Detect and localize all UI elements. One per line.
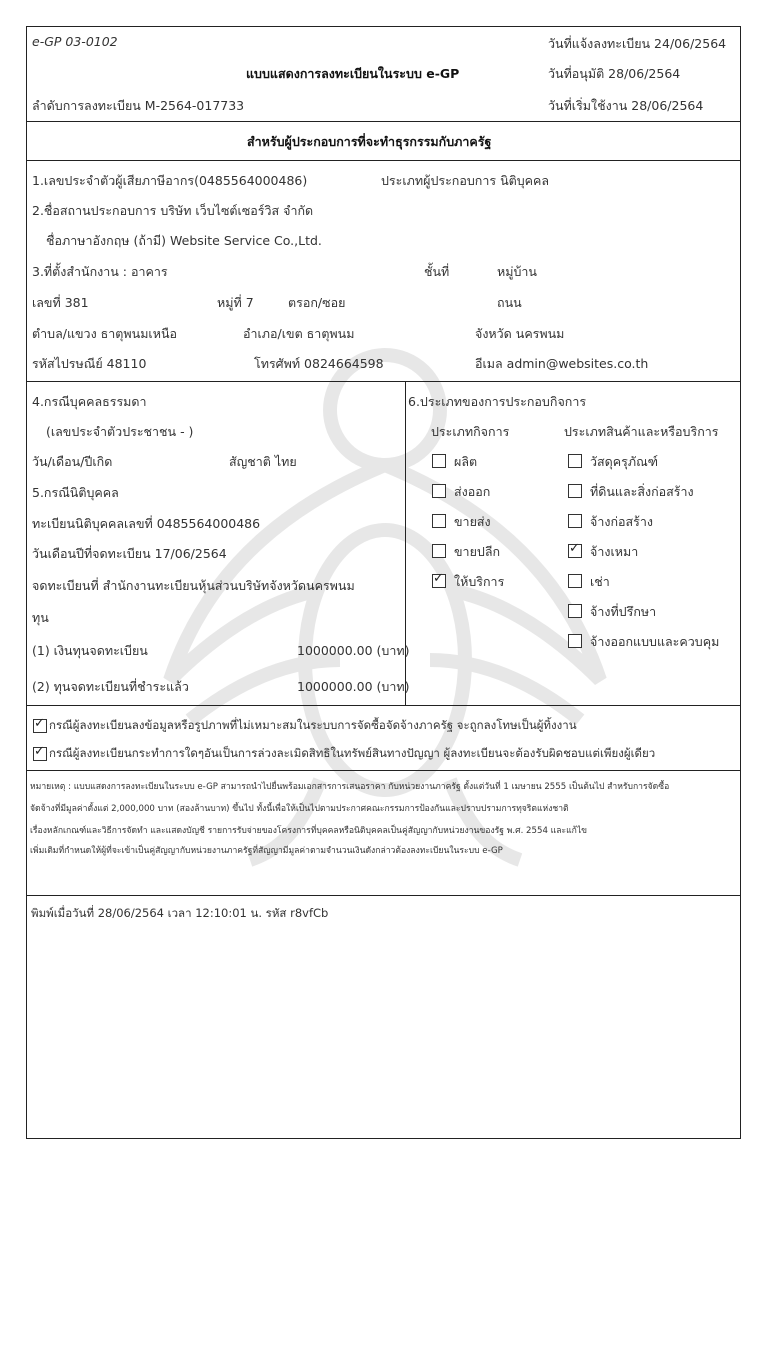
- checkbox-label: ให้บริการ: [454, 574, 505, 589]
- subdistrict: ตำบล/แขวง ธาตุพนมเหนือ: [32, 326, 177, 341]
- province: จังหวัด นครพนม: [475, 326, 565, 341]
- company-name-th: 2.ชื่อสถานประกอบการ บริษัท เว็บไซต์เซอร์วิส จำกัด: [32, 203, 314, 218]
- divider: [26, 160, 741, 161]
- checkbox-design-supervision[interactable]: [568, 634, 582, 648]
- divider: [26, 895, 741, 896]
- checkbox-contract-hire[interactable]: [568, 541, 582, 558]
- checkbox-label: วัสดุครุภัณฑ์: [590, 454, 659, 469]
- paid-capital-value: 1000000.00 (บาท): [297, 679, 410, 694]
- printed-timestamp: พิมพ์เมื่อวันที่ 28/06/2564 เวลา 12:10:01 น. รหัส r8vfCb: [31, 906, 329, 920]
- checkbox-label: จ้างเหมา: [590, 544, 639, 559]
- check-mark-icon: ✓: [433, 571, 444, 586]
- checkbox-service[interactable]: [432, 571, 446, 588]
- company-name-en: ชื่อภาษาอังกฤษ (ถ้ามี) Website Service Co.,Ltd.: [46, 233, 322, 248]
- divider: [26, 121, 741, 122]
- registered-capital-value: 1000000.00 (บาท): [297, 643, 410, 658]
- registered-capital-label: (1) เงินทุนจดทะเบียน: [32, 643, 148, 658]
- birth-date: วัน/เดือน/ปีเกิด: [32, 454, 113, 469]
- checkbox-land-building[interactable]: [568, 484, 582, 498]
- id-card: (เลขประจำตัวประชาชน - ): [46, 424, 194, 439]
- product-type-header: ประเภทสินค้าและหรือบริการ: [564, 424, 719, 439]
- district: อำเภอ/เขต ธาตุพนม: [243, 326, 355, 341]
- paid-capital-label: (2) ทุนจดทะเบียนที่ชำระแล้ว: [32, 679, 189, 694]
- postcode: รหัสไปรษณีย์ 48110: [32, 356, 147, 371]
- divider: [26, 705, 741, 706]
- divider: [26, 770, 741, 771]
- section-title: สำหรับผู้ประกอบการที่จะทำธุรกรรมกับภาครัฐ: [247, 134, 492, 149]
- checkbox-supplies[interactable]: [568, 454, 582, 468]
- checkbox-label: ขายปลีก: [454, 544, 501, 559]
- soi: ตรอก/ซอย: [288, 295, 346, 310]
- check-mark-icon: ✓: [34, 716, 45, 731]
- juristic-reg-no: ทะเบียนนิติบุคคลเลขที่ 0485564000486: [32, 516, 261, 531]
- village: หมู่บ้าน: [497, 264, 537, 279]
- start-date: วันที่เริ่มใช้งาน 28/06/2564: [548, 98, 704, 113]
- checkbox-construction[interactable]: [568, 514, 582, 528]
- check-mark-icon: ✓: [569, 541, 580, 556]
- juristic-reg-place: จดทะเบียนที่ สำนักงานทะเบียนหุ้นส่วนบริษัทจังหวัดนครพนม: [32, 578, 355, 593]
- checkbox-export[interactable]: [432, 484, 446, 498]
- checkbox-label: จ้างออกแบบและควบคุม: [590, 634, 720, 649]
- checkbox-retail[interactable]: [432, 544, 446, 558]
- checkbox-declaration-1[interactable]: [33, 716, 47, 733]
- check-mark-icon: ✓: [34, 744, 45, 759]
- doc-code: e-GP 03-0102: [32, 34, 118, 49]
- capital-label: ทุน: [32, 610, 49, 625]
- road: ถนน: [497, 295, 522, 310]
- approve-date: วันที่อนุมัติ 28/06/2564: [548, 66, 681, 81]
- checkbox-declaration-2[interactable]: [33, 744, 47, 761]
- remark-line: เรื่องหลักเกณฑ์และวิธีการจัดทำ และแสดงบัญชี รายการรับจ่ายของโครงการที่บุคคลหรือนิติบุคคลเป็นคู่สัญญากับหน่วยงานของรัฐ พ.ศ. 2554 และแก้ไข: [30, 826, 588, 836]
- checkbox-label: ผลิต: [454, 454, 478, 469]
- checkbox-label: ที่ดินและสิ่งก่อสร้าง: [590, 484, 694, 499]
- checkbox-manufacture[interactable]: [432, 454, 446, 468]
- declaration-text: กรณีผู้ลงทะเบียนลงข้อมูลหรือรูปภาพที่ไม่เหมาะสมในระบบการจัดซื้อจัดจ้างภาครัฐ จะถูกลงโทษเป็นผู้ทิ้งงาน: [49, 718, 577, 732]
- checkbox-consultant[interactable]: [568, 604, 582, 618]
- checkbox-rental[interactable]: [568, 574, 582, 588]
- moo: หมู่ที่ 7: [217, 295, 254, 310]
- juristic-title: 5.กรณีนิติบุคคล: [32, 485, 119, 500]
- checkbox-label: ส่งออก: [454, 484, 491, 499]
- remark-line: จัดจ้างที่มีมูลค่าตั้งแต่ 2,000,000 บาท (สองล้านบาท) ขึ้นไป ทั้งนี้เพื่อให้เป็นไปตามประกาศคณะกรรมการป้องกันและปราบปรามการทุจริตแห่งชาติ: [30, 804, 569, 814]
- divider: [26, 381, 741, 382]
- remark-line: เพิ่มเติมที่กำหนดให้ผู้ที่จะเข้าเป็นคู่สัญญากับหน่วยงานภาครัฐที่สัญญามีมูลค่าตามจำนวนเงินดังกล่าวต้องลงทะเบียนในระบบ e-GP: [30, 846, 503, 856]
- checkbox-wholesale[interactable]: [432, 514, 446, 528]
- checkbox-label: จ้างที่ปรึกษา: [590, 604, 657, 619]
- registration-number: ลำดับการลงทะเบียน M-2564-017733: [32, 98, 245, 113]
- juristic-reg-date: วันเดือนปีที่จดทะเบียน 17/06/2564: [32, 546, 227, 561]
- email: อีเมล admin@websites.co.th: [475, 356, 649, 371]
- form-title: แบบแสดงการลงทะเบียนในระบบ e-GP: [246, 66, 460, 81]
- house-number: เลขที่ 381: [32, 295, 89, 310]
- business-title: 6.ประเภทของการประกอบกิจการ: [408, 394, 587, 409]
- checkbox-label: จ้างก่อสร้าง: [590, 514, 653, 529]
- phone: โทรศัพท์ 0824664598: [254, 356, 384, 371]
- checkbox-label: ขายส่ง: [454, 514, 491, 529]
- floor: ชั้นที่: [424, 264, 450, 279]
- business-type-header: ประเภทกิจการ: [431, 424, 510, 439]
- remark-line: หมายเหตุ : แบบแสดงการลงทะเบียนในระบบ e-GP สามารถนำไปยื่นพร้อมเอกสารการเสนอราคา กับหน่วยงานภาครัฐ ตั้งแต่วันที่ 1 เมษายน 2555 เป็นต้นไป สำหรับการจัดซื้อ: [30, 782, 670, 792]
- operator-type: ประเภทผู้ประกอบการ นิติบุคคล: [381, 173, 550, 188]
- notify-date: วันที่แจ้งลงทะเบียน 24/06/2564: [548, 36, 727, 51]
- nationality: สัญชาติ ไทย: [229, 454, 297, 469]
- checkbox-label: เช่า: [590, 574, 610, 589]
- declaration-text: กรณีผู้ลงทะเบียนกระทำการใดๆอันเป็นการล่วงละเมิดสิทธิในทรัพย์สินทางปัญญา ผู้ลงทะเบียนจะต้องรับผิดชอบแต่เพียงผู้เดียว: [49, 746, 656, 760]
- person-title: 4.กรณีบุคคลธรรมดา: [32, 394, 147, 409]
- tax-id: 1.เลขประจำตัวผู้เสียภาษีอากร(0485564000486): [32, 173, 308, 188]
- office-building: 3.ที่ตั้งสำนักงาน : อาคาร: [32, 264, 168, 279]
